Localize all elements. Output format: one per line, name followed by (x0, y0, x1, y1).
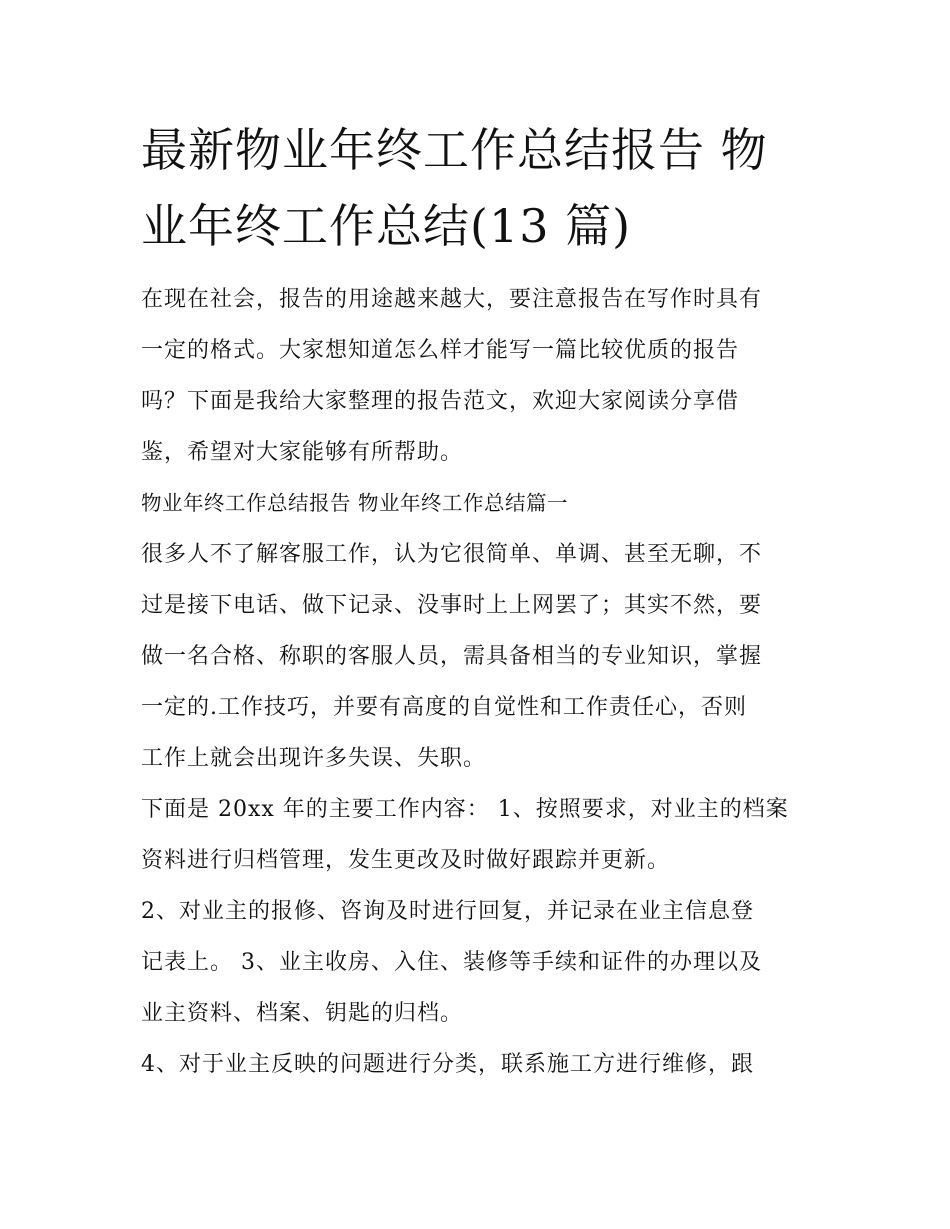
section-heading: 物业年终工作总结报告 物业年终工作总结篇一 (141, 491, 569, 515)
text-line: 工作上就会出现许多失误、失职。 (141, 746, 487, 771)
text-line: 4、对于业主反映的问题进行分类，联系施工方进行维修，跟 (141, 1052, 754, 1077)
text-line: 记表上。 3、业主收房、入住、装修等手续和证件的办理以及 (141, 950, 762, 975)
text-line: 鉴，希望对大家能够有所帮助。 (141, 440, 464, 465)
intro-paragraph (141, 274, 813, 478)
text-line: 资料进行归档管理，发生更改及时做好跟踪并更新。 (141, 848, 671, 873)
document-title (141, 112, 813, 264)
document-content (141, 112, 813, 1090)
item-2-paragraph (141, 886, 813, 1039)
work-content-paragraph (141, 784, 813, 886)
text-line: 下面是 20xx 年的主要工作内容： 1、按照要求，对业主的档案 (141, 797, 789, 822)
title-line: 业年终工作总结(13 篇) (141, 199, 632, 253)
section-paragraph (141, 529, 813, 784)
text-line: 过是接下电话、做下记录、没事时上上网罢了；其实不然，要 (141, 593, 763, 618)
text-line: 吗？下面是我给大家整理的报告范文，欢迎大家阅读分享借 (141, 389, 740, 414)
item-4-paragraph (141, 1039, 813, 1090)
text-line: 做一名合格、称职的客服人员，需具备相当的专业知识，掌握 (141, 644, 763, 669)
text-line: 一定的格式。大家想知道怎么样才能写一篇比较优质的报告 (141, 338, 740, 363)
title-line: 最新物业年终工作总结报告 物 (141, 123, 768, 177)
text-line: 一定的.工作技巧，并要有高度的自觉性和工作责任心，否则 (141, 695, 747, 720)
text-line: 在现在社会，报告的用途越来越大，要注意报告在写作时具有 (141, 287, 763, 312)
text-line: 很多人不了解客服工作，认为它很简单、单调、甚至无聊，不 (141, 542, 763, 567)
document-body (141, 274, 813, 1090)
text-line: 业主资料、档案、钥匙的归档。 (141, 1001, 464, 1026)
text-line: 2、对业主的报修、咨询及时进行回复，并记录在业主信息登 (141, 899, 754, 924)
